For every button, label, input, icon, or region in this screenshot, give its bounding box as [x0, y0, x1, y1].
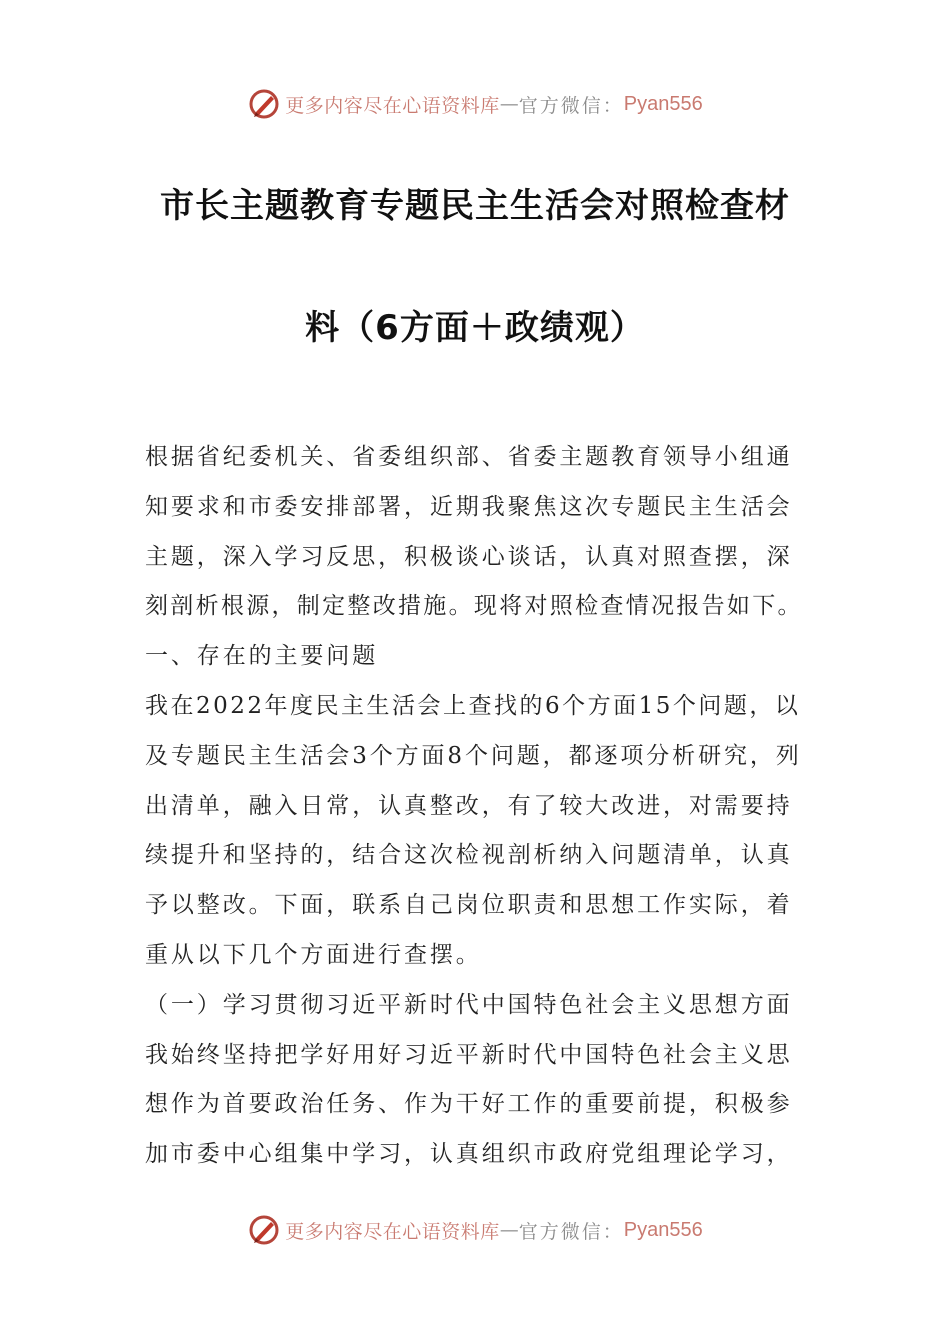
watermark-main-text: 更多内容尽在心语资料库 [285, 1220, 500, 1243]
watermark-footer [0, 1210, 950, 1250]
watermark-main-text: 更多内容尽在心语资料库 [285, 94, 500, 117]
document-body [145, 433, 805, 1180]
subsection-heading: （一）学习贯彻习近平新时代中国特色社会主义思想方面 [145, 991, 793, 1018]
body-line: 我始终坚持把学好用好习近平新时代中国特色社会主义思 [145, 1041, 793, 1068]
body-line: 根据省纪委机关、省委组织部、省委主题教育领导小组通 [145, 444, 793, 470]
body-line: 刻剖析根源，制定整改措施。现将对照检查情况报告如下。 [145, 593, 803, 620]
watermark-wechat-id: Pyan556 [623, 1218, 703, 1241]
body-line: 出清单，融入日常，认真整改，有了较大改进，对需要持 [145, 792, 793, 819]
watermark-dash: — [499, 93, 519, 115]
body-line: 想作为首要政治任务、作为干好工作的重要前提，积极参 [145, 1091, 793, 1118]
body-line: 加市委中心组集中学习，认真组织市政府党组理论学习， [145, 1141, 793, 1168]
body-line: 及专题民主生活会3个方面8个问题，都逐项分析研究，列 [145, 742, 802, 769]
pen-circle-logo-icon [247, 87, 281, 121]
document-title-line-2: 料（6方面＋政绩观） [305, 308, 645, 348]
body-line: 知要求和市委安排部署，近期我聚焦这次专题民主生活会 [145, 493, 793, 520]
body-line: 我在2022年度民主生活会上查找的6个方面15个问题，以 [145, 692, 801, 719]
pen-circle-logo-icon [247, 1213, 281, 1247]
watermark-wechat-id: Pyan556 [623, 92, 703, 115]
document-title-line-1: 市长主题教育专题民主生活会对照检查材 [160, 186, 790, 226]
body-line: 予以整改。下面，联系自己岗位职责和思想工作实际，着 [145, 892, 793, 919]
watermark-dash: — [499, 1219, 519, 1241]
watermark-header [0, 84, 950, 124]
watermark-sub-text: 官方微信： [518, 1220, 624, 1243]
section-heading: 一、存在的主要问题 [145, 643, 379, 670]
body-line: 主题，深入学习反思，积极谈心谈话，认真对照查摆，深 [145, 543, 793, 570]
watermark-sub-text: 官方微信： [518, 94, 624, 117]
body-line: 重从以下几个方面进行查摆。 [145, 941, 482, 968]
body-line: 续提升和坚持的，结合这次检视剖析纳入问题清单，认真 [145, 842, 793, 869]
